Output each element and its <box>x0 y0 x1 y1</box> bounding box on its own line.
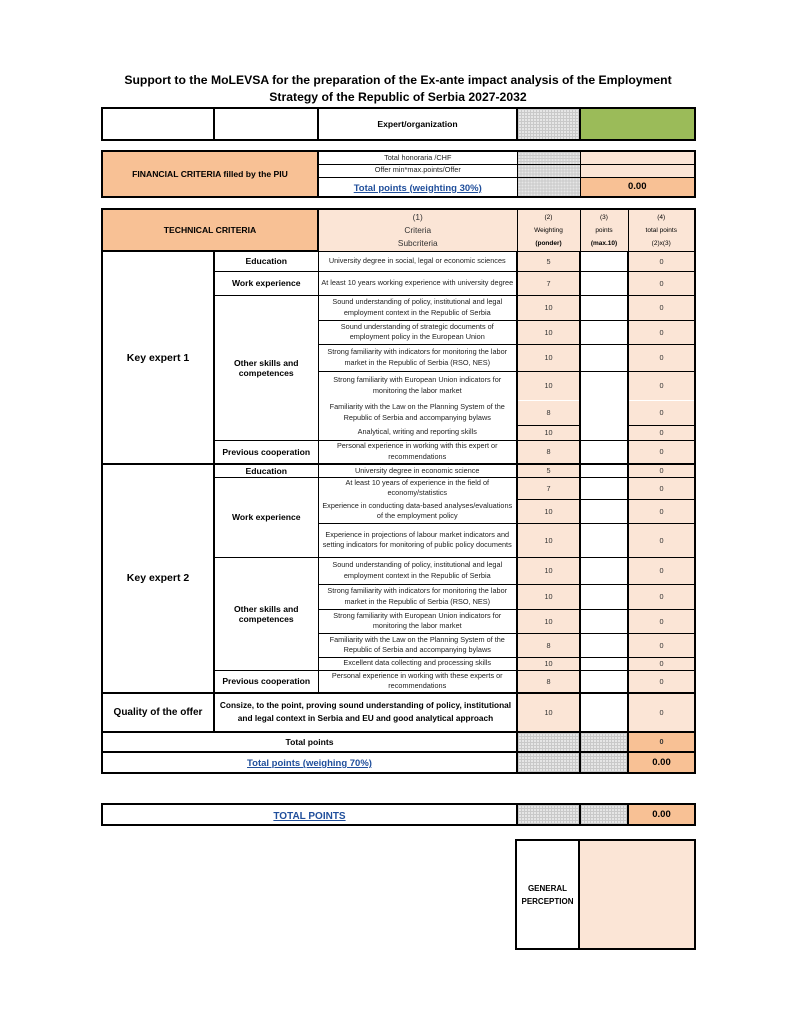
total: 0 <box>628 320 695 344</box>
financial-criteria-label: FINANCIAL CRITERIA filled by the PIU <box>102 151 318 197</box>
total: 0 <box>628 425 695 440</box>
total: 0 <box>628 584 695 609</box>
weight: 10 <box>517 295 580 320</box>
group-education: Education <box>214 251 318 271</box>
weight: 8 <box>517 633 580 657</box>
criterion: Strong familiarity with indicators for monitoring the labor market in the Republic of Serbia (RSO, NES) <box>318 584 517 609</box>
weight: 10 <box>517 693 580 732</box>
financial-total-label[interactable]: Total points (weighting 30%) <box>353 182 482 194</box>
total-points-value: 0 <box>628 732 695 752</box>
total: 0 <box>628 523 695 557</box>
col-line2: Subcriteria <box>397 237 438 248</box>
points-input[interactable] <box>580 320 628 344</box>
blank-cell-1[interactable] <box>102 108 214 140</box>
points-input[interactable] <box>580 633 628 657</box>
criterion: Sound understanding of policy, institutional and legal employment context in the Republic of Serbia <box>318 557 517 584</box>
grand-total-value: 0.00 <box>628 804 695 825</box>
grand-total-link[interactable] <box>102 804 517 825</box>
weight: 10 <box>517 584 580 609</box>
total: 0 <box>628 271 695 295</box>
total: 0 <box>628 499 695 523</box>
total: 0 <box>628 251 695 271</box>
weight: 10 <box>517 344 580 371</box>
general-perception-value[interactable] <box>579 840 695 949</box>
expert-organization-value[interactable] <box>580 108 695 140</box>
group-work-experience: Work experience <box>214 271 318 295</box>
offer-ratio-value[interactable] <box>580 164 695 177</box>
col-line1: Weighting <box>534 226 563 234</box>
points-input[interactable] <box>580 400 628 425</box>
hatched-cell <box>517 108 580 140</box>
total: 0 <box>628 371 695 400</box>
weight: 10 <box>517 523 580 557</box>
points-input[interactable] <box>580 295 628 320</box>
criterion: At least 10 years of experience in the field of economy/statistics <box>318 477 517 499</box>
general-perception-table <box>515 839 696 950</box>
label-line-2: PERCEPTION <box>521 896 574 906</box>
total: 0 <box>628 693 695 732</box>
hatched-cell <box>517 804 580 825</box>
total: 0 <box>628 344 695 371</box>
points-input[interactable] <box>580 425 628 440</box>
points-input[interactable] <box>580 371 628 400</box>
grand-total-label[interactable]: TOTAL POINTS <box>273 810 346 822</box>
points-input[interactable] <box>580 523 628 557</box>
criterion: Personal experience in working with these experts or recommendations <box>318 670 517 693</box>
col-num: (3) <box>600 213 608 221</box>
criterion: Analytical, writing and reporting skills <box>318 425 517 440</box>
weight: 10 <box>517 425 580 440</box>
hatched-cell <box>517 752 580 773</box>
technical-criteria-label: TECHNICAL CRITERIA <box>102 209 318 251</box>
total-points-row <box>102 732 695 752</box>
label-line-1: GENERAL <box>527 883 568 893</box>
key-expert-2-label: Key expert 2 <box>102 464 214 693</box>
points-input[interactable] <box>580 464 628 477</box>
technical-criteria-table <box>101 208 696 774</box>
weight: 7 <box>517 271 580 295</box>
total: 0 <box>628 477 695 499</box>
col-line2: (ponder) <box>535 239 562 247</box>
points-input[interactable] <box>580 693 628 732</box>
table-row <box>102 251 695 271</box>
hatched-cell <box>517 177 580 197</box>
criterion: Familiarity with the Law on the Planning System of the Republic of Serbia and accompanying bylaws <box>318 633 517 657</box>
weight: 10 <box>517 320 580 344</box>
criterion: Sound understanding of policy, institutional and legal employment context in the Republic of Serbia <box>318 295 517 320</box>
col-num: (2) <box>544 213 553 221</box>
total: 0 <box>628 670 695 693</box>
expert-organization-table <box>101 107 696 141</box>
key-expert-1-label: Key expert 1 <box>102 251 214 464</box>
weight: 10 <box>517 557 580 584</box>
points-input[interactable] <box>580 557 628 584</box>
points-input[interactable] <box>580 251 628 271</box>
criterion: Experience in conducting data-based analyses/evaluations of the employment policy <box>318 499 517 523</box>
weight: 10 <box>517 609 580 633</box>
criterion: Excellent data collecting and processing skills <box>318 657 517 670</box>
criterion: Strong familiarity with indicators for monitoring the labor market in the Republic of Serbia (RSO, NES) <box>318 344 517 371</box>
quality-criterion: Consize, to the point, proving sound understanding of policy, institutional and legal context in Serbia and EU and good analytical approach <box>214 693 517 732</box>
hatched-cell <box>580 804 628 825</box>
criterion: At least 10 years working experience with university degree <box>318 271 517 295</box>
weight: 5 <box>517 251 580 271</box>
points-input[interactable] <box>580 477 628 499</box>
weight: 8 <box>517 670 580 693</box>
group-other-skills: Other skills and competences <box>214 557 318 670</box>
weighted-total-label[interactable]: Total points (weighing 70%) <box>247 758 372 769</box>
column-header-weighting <box>517 209 580 251</box>
col-line2: (2)x(3) <box>651 239 671 247</box>
criterion: University degree in economic science <box>318 464 517 477</box>
col-line2: (max.10) <box>590 239 618 247</box>
points-input[interactable] <box>580 440 628 464</box>
weight: 10 <box>517 499 580 523</box>
group-education: Education <box>214 464 318 477</box>
financial-total-value: 0.00 <box>580 177 695 197</box>
total-points-label: Total points <box>102 732 517 752</box>
total: 0 <box>628 609 695 633</box>
title-line-2: Strategy of the Republic of Serbia 2027-2032 <box>269 90 527 104</box>
col-line1: points <box>595 226 613 234</box>
total: 0 <box>628 295 695 320</box>
group-previous-cooperation: Previous cooperation <box>214 670 318 693</box>
financial-row-label: Total honoraria /CHF <box>318 151 517 164</box>
hatched-cell <box>517 164 580 177</box>
points-input[interactable] <box>580 271 628 295</box>
points-input[interactable] <box>580 584 628 609</box>
group-other-skills: Other skills and competences <box>214 295 318 440</box>
criterion: Familiarity with the Law on the Planning System of the Republic of Serbia and accompanying bylaws <box>318 400 517 425</box>
points-input[interactable] <box>580 499 628 523</box>
document-title <box>100 72 696 106</box>
criterion: Personal experience in working with this expert or recommendations <box>318 440 517 464</box>
col-line1: Criteria <box>404 224 432 235</box>
grand-total-table <box>101 803 696 826</box>
hatched-cell <box>580 732 628 752</box>
points-input[interactable] <box>580 609 628 633</box>
weight: 7 <box>517 477 580 499</box>
column-header-criteria <box>318 209 517 251</box>
column-header-points <box>580 209 628 251</box>
points-input[interactable] <box>580 657 628 670</box>
financial-total-link[interactable] <box>318 177 517 197</box>
col-num: (1) <box>412 211 423 222</box>
group-previous-cooperation: Previous cooperation <box>214 440 318 464</box>
weight: 8 <box>517 400 580 425</box>
column-header-total-points <box>628 209 695 251</box>
points-input[interactable] <box>580 670 628 693</box>
total: 0 <box>628 633 695 657</box>
total: 0 <box>628 657 695 670</box>
weight: 5 <box>517 464 580 477</box>
hatched-cell <box>517 151 580 164</box>
quality-of-offer-label: Quality of the offer <box>102 693 214 732</box>
blank-cell-2[interactable] <box>214 108 318 140</box>
total: 0 <box>628 440 695 464</box>
general-perception-label <box>516 840 579 949</box>
weight: 8 <box>517 440 580 464</box>
points-input[interactable] <box>580 344 628 371</box>
total: 0 <box>628 400 695 425</box>
title-line-1: Support to the MoLEVSA for the preparation of the Ex-ante impact analysis of the Employment <box>124 73 672 87</box>
col-line1: total points <box>645 226 677 234</box>
expert-organization-label: Expert/organization <box>318 108 517 140</box>
total: 0 <box>628 557 695 584</box>
criterion: Experience in projections of labour market indicators and setting indicators for monitoring of public policy documents <box>318 523 517 557</box>
criterion: University degree in social, legal or economic sciences <box>318 251 517 271</box>
hatched-cell <box>517 732 580 752</box>
weighted-total-link[interactable] <box>102 752 517 773</box>
table-row <box>102 464 695 477</box>
weight: 10 <box>517 657 580 670</box>
financial-criteria-table <box>101 150 696 198</box>
hatched-cell <box>580 752 628 773</box>
weight: 10 <box>517 371 580 400</box>
weighted-total-value: 0.00 <box>628 752 695 773</box>
weighted-total-row <box>102 752 695 773</box>
criterion: Strong familiarity with European Union indicators for monitoring the labor market <box>318 371 517 400</box>
col-num: (4) <box>657 213 666 221</box>
total-honoraria-value[interactable] <box>580 151 695 164</box>
table-row <box>102 693 695 732</box>
criterion: Sound understanding of strategic documents of employment policy in the European Union <box>318 320 517 344</box>
group-work-experience: Work experience <box>214 477 318 557</box>
criterion: Strong familiarity with European Union indicators for monitoring the labor market <box>318 609 517 633</box>
total: 0 <box>628 464 695 477</box>
financial-row-label: Offer min*max.points/Offer <box>318 164 517 177</box>
